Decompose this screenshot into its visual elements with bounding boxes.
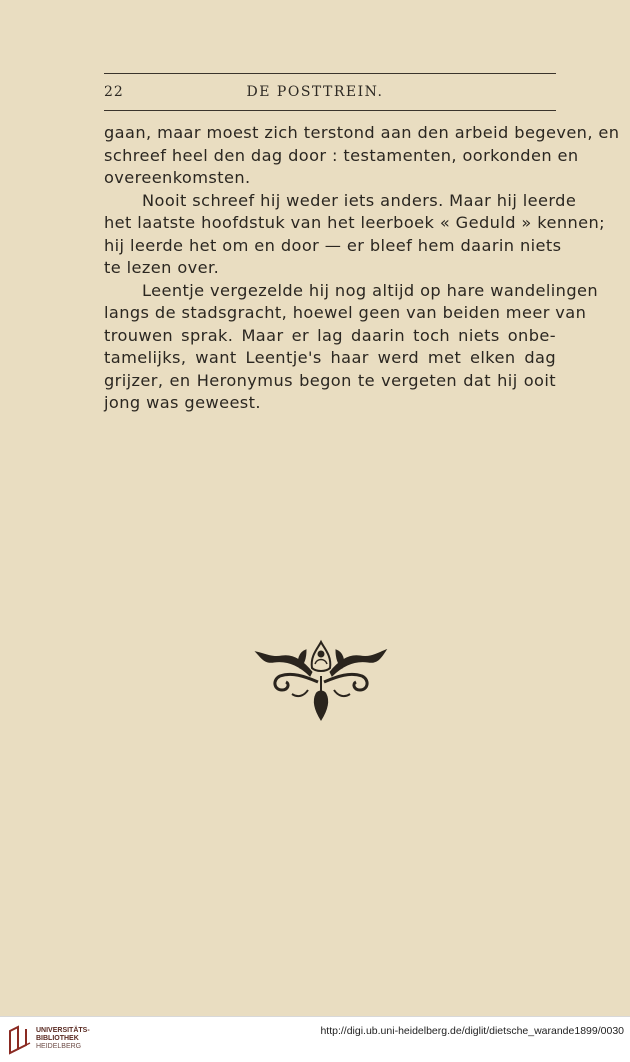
text-line: langs de stadsgracht, hoewel geen van beiden meer van [104, 303, 587, 322]
page-number: 22 [104, 84, 124, 100]
floral-ornament-icon [252, 632, 390, 728]
running-head: DE POSTTREIN. [246, 84, 384, 100]
paragraph [104, 280, 599, 415]
library-name-line-3: HEIDELBERG [36, 1043, 82, 1050]
source-url-link[interactable]: http://digi.ub.uni-heidelberg.de/diglit/dietsche_warande1899/0030 [320, 1025, 624, 1037]
university-library-logo-icon [8, 1025, 32, 1055]
paragraph [104, 122, 620, 190]
text-line: Leentje vergezelde hij nog altijd op hare wandelingen [142, 280, 599, 300]
header-bottom-rule [104, 110, 556, 111]
text-line: grijzer, en Heronymus begon te vergeten dat hij ooit [104, 370, 556, 390]
text-line: Nooit schreef hij weder iets anders. Maar hij leerde [142, 190, 577, 210]
text-line: jong was geweest. [104, 393, 261, 412]
text-line: trouwen sprak. Maar er lag daarin toch niets onbe- [104, 325, 556, 345]
text-line: het laatste hoofdstuk van het leerboek « Geduld » kennen; [104, 213, 606, 232]
library-name-line-2: BIBLIOTHEK [36, 1035, 79, 1042]
body-text [104, 122, 620, 415]
text-line: overeenkomsten. [104, 168, 251, 187]
paragraph [104, 190, 606, 280]
library-name-line-1: UNIVERSITÄTS- [36, 1027, 90, 1034]
text-line: schreef heel den dag door : testamenten, oorkonden en [104, 145, 579, 165]
text-line: gaan, maar moest zich terstond aan den arbeid begeven, en [104, 123, 620, 142]
text-line: tamelijks, want Leentje's haar werd met elken dag [104, 348, 556, 367]
library-name [36, 1027, 90, 1051]
text-line: hij leerde het om en door — er bleef hem daarin niets [104, 235, 562, 255]
text-line: te lezen over. [104, 258, 220, 277]
header-top-rule [104, 73, 556, 74]
digitization-footer [0, 1016, 630, 1062]
